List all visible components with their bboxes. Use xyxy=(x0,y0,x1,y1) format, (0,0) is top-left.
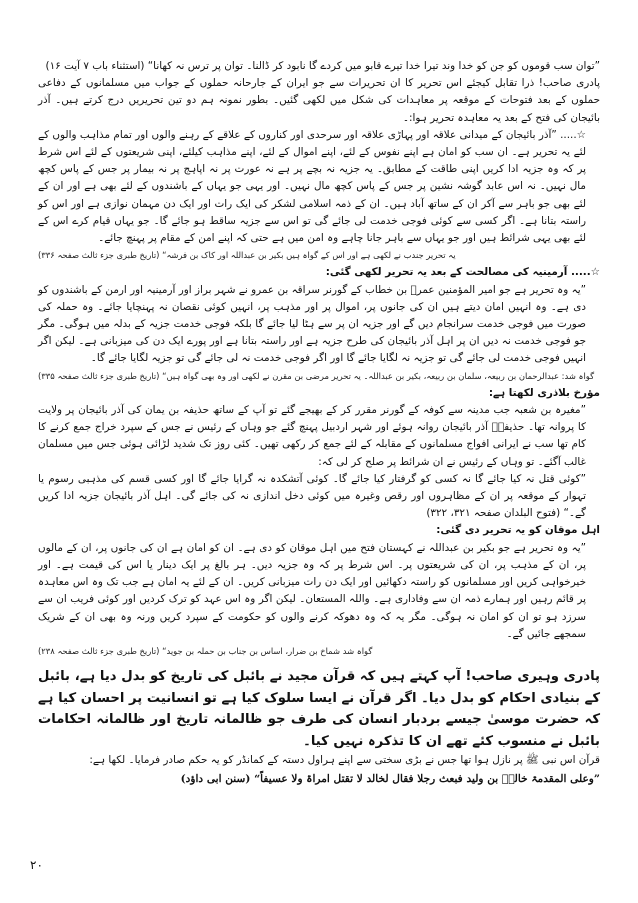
comparison-paragraph: پادری صاحب! ذرا تقابل کیجئے اس تحریر کا ان تحریرات سے جو ایران کے جارحانہ حملوں کے جواب میں مسلمانوں کے دفاعی حملوں کے بعد فتوحات کے موقعہ پر معاہدات کی شکل میں لکھی گئیں۔ بطور نمونہ ہم دو تین تحریریں درج کرتے ہیں۔ آذر بائیجان کی فتح کے بعد یہ معاہدہ تحریر ہوا:۔ xyxy=(38,77,600,124)
armenia-witness-text: گواہ شد: عبدالرحمان بن ربیعہ، سلمان بن ربیعہ، بکیر بن عبداللہ۔ یہ تحریر مرضی بن مقرن نے لکھی اور وہ بھی گواہ ہیں“ (تاریخ طبری جزء ثالث صفحہ ۳۳۵) xyxy=(38,370,595,381)
page-text xyxy=(38,58,600,789)
armenia-treaty-quote: ”یہ وہ تحریر ہے جو امیر المؤمنین عمرؓ بن خطاب کے گورنر سراقہ بن عمرو نے شہر براز اور آرمینیہ اور ارمن کے باشندوں کو دی ہے۔ وہ انہیں امان دیتے ہیں ان کی جانوں پر، اموال پر اور مذہب پر، انہیں کوئی نقصان نہ پہنچایا جائے۔ وہ حملہ کی صورت میں فوجی خدمت سرانجام دیں گے اور جزیہ ان پر سے ہٹا لیا جائے گا بلکہ فوجی خدمت جزیہ کے بدلہ میں ہوگی۔ مگر جو فوجی خدمت نہ دیں ان پر اہل آذر بائیجان کی طرح جزیہ ہے اور راستہ بتانا ہے اور پورے ایک دن کی میزبانی ہے۔ لیکن اگر انہیں فوجی خدمت لی جائے گی تو جزیہ نہ لگایا جائے گا اور اگر فوجی خدمت نہ لی جائے گی تو جزیہ لگایا جائے گا۔ xyxy=(38,283,586,365)
deuteronomy-quote: ”توان سب قوموں کو جن کو خدا وند تیرا خدا تیرے قابو میں کردے گا نابود کر ڈالنا۔ توان پر ترس نہ کھانا“ (استثناء باب ۷ آیت ۱۶) xyxy=(45,60,600,72)
baladhuri-intro: مؤرخ بلاذری لکھتا ہے: xyxy=(488,386,600,399)
mughan-intro: اہل موقان کو یہ تحریر دی گئی: xyxy=(436,524,600,537)
azerbaijan-witness-text: یہ تحریر جندب نے لکھی ہے اور اس کے گواہ ہیں بکیر بن عبداللہ اور کاک بن فرشہ“ (تاریخ طبری جزء ثالث صفحہ ۳۳۶) xyxy=(38,250,456,261)
mughan-treaty-witness xyxy=(38,643,600,660)
page-number: ۲۰ xyxy=(30,858,43,872)
ardabil-account-quote: ”مغیرہ بن شعبہ جب مدینہ سے کوفہ کے گورنر مقرر کر کے بھیجے گئے تو آپ کے ساتھ حذیفہ بن یمان کی آذر بائیجان پر ولایت کا پروانہ تھا۔ حذیفہؓ آذر بائیجان روانہ ہوئے اور شہر اردبیل پہنچ گئے جو وہاں کے رئیس نے جس کے سپرد خراج جمع کرنے کا کام تھا سب نے ایرانی افواج مسلمانوں کے مقابلہ کے لئے جمع کر رکھی تھیں۔ کئی روز تک شدید لڑائی ہوئی جس میں مسلمان غالب آگئے۔ تو وہاں کے رئیس نے ان شرائط پر صلح کر لی کہ: xyxy=(38,404,586,468)
armenia-heading: ☆..... آرمینیہ کی مصالحت کے بعد یہ تحریر لکھی گئی: xyxy=(325,266,600,279)
azerbaijan-treaty-witness xyxy=(38,247,600,264)
azerbaijan-treaty-quote: ☆..... ”آذر بائیجان کے میدانی علاقہ اور پہاڑی علاقہ اور سرحدی اور کناروں کے علاقے کے رہنے والوں اور تمام مذاہب والوں کے لئے یہ تحریر ہے۔ ان سب کو امان ہے اپنے نفوس کے لئے، اپنے اموال کے لئے، اپنے مذاہب کیلئے، اپنی شریعتوں کے لئے اس شرط پر کہ وہ جزیہ ادا کریں اپنی طاقت کے مطابق۔ یہ جزیہ نہ بچے پر ہے نہ عورت پر نہ اپاہج پر نہ بیمار پر جس کے پاس کچھ مال نہیں۔ نہ اس عابد گوشہ نشین پر جس کے پاس کچھ مال نہیں۔ اور یہی جو یہاں کے باشندوں کے لئے بھی ہے اور ان کے لئے بھی جو باہر سے آکر ان کے ساتھ آباد ہیں۔ ان کے ذمہ اسلامی لشکر کی ایک رات اور ایک دن مہمان نوازی ہے اور اس کو راستہ بتانا ہے۔ اگر کسی سے کوئی فوجی خدمت لی جائے گی تو اس سے جزیہ ساقط ہو جائے گا۔ جو یہاں قیام کرے اس کے لئے بھی یہی شرائط ہیں اور جو یہاں سے باہر جانا چاہے وہ امن میں ہے حتی کہ اپنے امن کے مقام پر پہنچ جائے۔ xyxy=(38,128,586,245)
mughan-witness-text: گواہ شد شماخ بن ضرار، اساس بن جناب بن حملہ بن جوید“ (تاریخ طبری جزء ثالث صفحہ ۲۳۸) xyxy=(38,645,373,656)
prophet-command-paragraph: قرآن اس نبی ﷺ پر نازل ہوا تھا جس نے بڑی سختی سے اپنے ہراول دستہ کے کمانڈر کو یہ حکم صادر فرمایا۔ لکھا ہے: xyxy=(89,754,600,767)
armenia-treaty-witness xyxy=(38,368,600,385)
ardabil-terms-quote: ”کوئی قتل نہ کیا جائے گا نہ کسی کو گرفتار کیا جائے گا۔ کوئی آتشکدہ نہ گرایا جائے گا اور کسی قسم کی مذہبی رسوم یا تہوار کے موقعہ پر ان کے مظاہروں اور رقص وغیرہ میں کوئی دخل اندازی نہ کی جائے گی۔ اہل آذر بائیجان جزیہ ادا کریں گے۔“ (فتوح البلدان صفحہ ۳۲۱، ۳۲۲) xyxy=(38,472,586,520)
conclusion-paragraph: پادری وہیری صاحب! آپ کہتے ہیں کہ قرآن مجید نے بائبل کی تاریخ کو بدل دیا ہے، بائبل کے بنیادی احکام کو بدل دیا۔ اگر قرآن نے ایسا سلوک کیا ہے تو انسانیت پر احسان کیا ہے کہ حضرت موسیٰ جیسے بردبار انسان کی طرف جو ظالمانہ تاریخ اور ظالمانہ احکامات بائبل نے منسوب کئے تھے ان کا تذکرہ نہیں کیا۔ xyxy=(38,669,600,749)
mughan-treaty-quote: ”یہ وہ تحریر ہے جو بکیر بن عبداللہ نے کہستان فتح میں اہل موقان کو دی ہے۔ ان کو امان ہے ان کی جانوں پر، ان کے مالوں پر، ان کے مذہب پر، ان کی شریعتوں پر۔ اس شرط پر کہ وہ جزیہ دیں۔ ہر بالغ پر ایک دینار یا اس کی قیمت ہے۔ اور خیرخواہی کریں اور مسلمانوں کو راستہ دکھائیں اور ایک دن رات میزبانی کریں۔ ان کے لئے یہ امان ہے جب تک وہ اس معاہدہ پر قائم رہیں اور ہمارے ذمہ ان سے وفاداری ہے۔ واللہ المستعان۔ لیکن اگر وہ اس عہد کو ترک کردیں اور کوئی فریب ان سے سرزد ہو تو ان کو امان نہ ہوگی۔ مگر یہ کہ وہ دھوکہ کرنے والوں کو حکومت کے سپرد کریں ورنہ وہ بھی ان کے شریک سمجھے جائیں گے۔ xyxy=(38,541,586,640)
arabic-hadith-quote: ”وعلی المقدمۃ خالدؓ بن ولید فبعث رجلا فقال لخالد لا تقتل امراۃ ولا عسیفاً“ (سنن ابی داؤد) xyxy=(180,773,600,786)
